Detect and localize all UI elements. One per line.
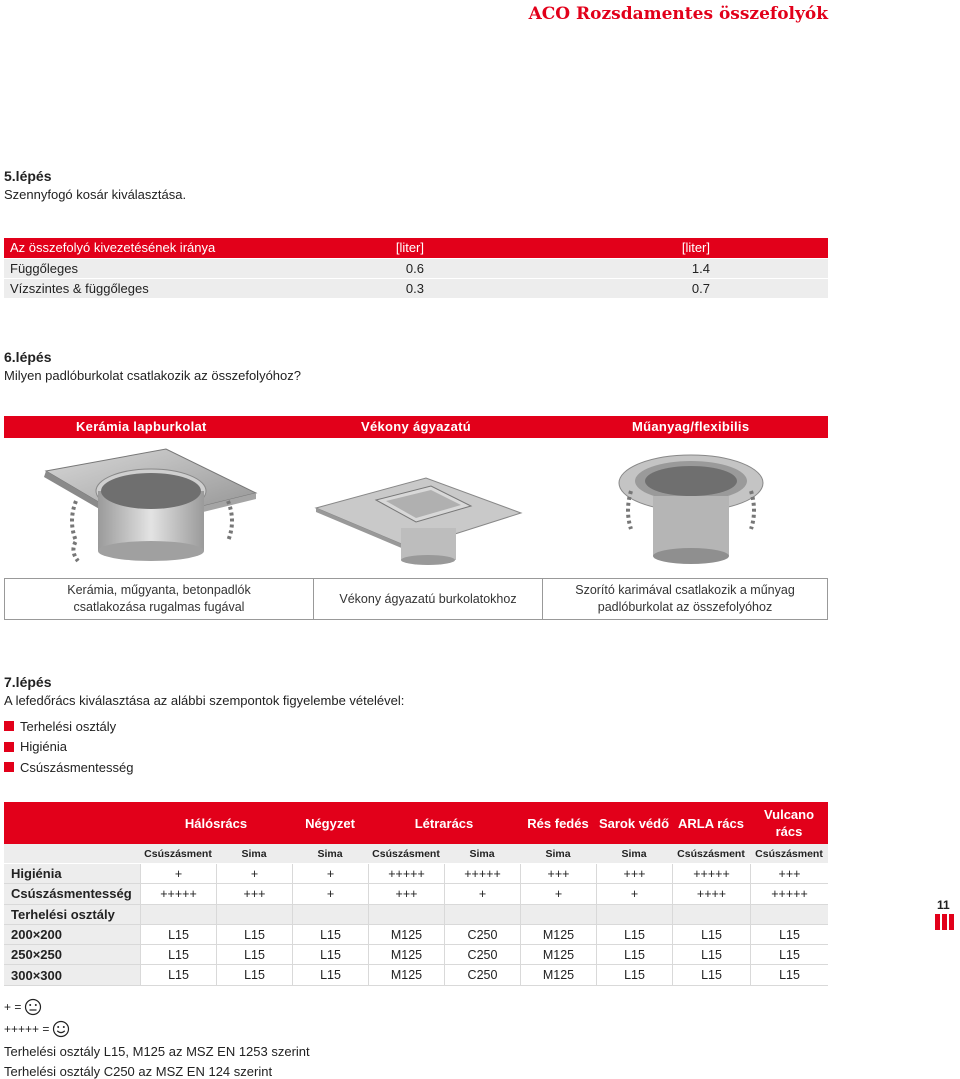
header-liter-1: [liter]: [334, 238, 434, 258]
table-cell: +++: [520, 864, 596, 883]
subheader-cell: Sima: [545, 847, 571, 860]
legend-plus-label: + =: [4, 1000, 22, 1014]
subheader-cell: Sima: [469, 847, 495, 860]
header-cell: Létrarács: [414, 815, 474, 831]
table-cell: +: [520, 884, 596, 903]
table-cell: +++++: [368, 864, 444, 883]
footnote: Terhelési osztály L15, M125 az MSZ EN 1253 szerint: [4, 1044, 310, 1059]
category-ceramic-desc: Kerámia, műgyanta, betonpadlók csatlakozása rugalmas fugával: [67, 583, 251, 614]
thinbed-drain-image: [279, 438, 554, 578]
table-cell: M125: [520, 965, 596, 984]
table-cell: L15: [140, 965, 216, 984]
table-cell: Vízszintes & függőleges: [4, 278, 334, 298]
page-marker-icon: [935, 914, 954, 930]
neutral-face-icon: [24, 998, 42, 1016]
subheader-cell: Sima: [317, 847, 343, 860]
table-cell: +: [292, 884, 368, 903]
table-row: [4, 278, 828, 298]
table-cell: 0.6: [334, 258, 434, 278]
table-cell: L15: [216, 965, 292, 984]
table-cell: C250: [444, 965, 520, 984]
table-cell: L15: [750, 925, 828, 944]
table-cell: C250: [444, 925, 520, 944]
bullet-square-icon: [4, 721, 14, 731]
table-cell: +: [596, 884, 672, 903]
header-cell: Sarok védő: [598, 815, 670, 831]
header-cell: Négyzet: [305, 815, 355, 831]
table-cell: L15: [292, 945, 368, 964]
table-cell: M125: [520, 945, 596, 964]
footnote: Terhelési osztály C250 az MSZ EN 124 szerint: [4, 1064, 273, 1079]
table-cell: +++++: [672, 864, 750, 883]
header-cell: Hálósrács: [184, 815, 248, 831]
category-thinbed-label: Vékony ágyazatú: [361, 419, 471, 434]
table-cell: L15: [216, 945, 292, 964]
step5-section: [4, 168, 186, 202]
step5-title: 5.lépés: [4, 168, 52, 184]
step7-section: [4, 674, 404, 708]
list-item-label: Higiénia: [20, 739, 67, 755]
table-cell: +++++: [750, 884, 828, 903]
table-cell: [140, 905, 216, 924]
table-cell: M125: [368, 965, 444, 984]
step7-title: 7.lépés: [4, 674, 52, 690]
flexible-drain-image: [553, 438, 828, 578]
row-label: 300×300: [4, 965, 140, 984]
table-cell: +: [292, 864, 368, 883]
table-cell: [444, 905, 520, 924]
table-cell: M125: [368, 925, 444, 944]
header-cell: Rés fedés: [527, 815, 589, 831]
table-cell: M125: [368, 945, 444, 964]
table-cell: C250: [444, 945, 520, 964]
bullet-square-icon: [4, 742, 14, 752]
category-flexible-desc: Szorító karimával csatlakozik a műnyag padlóburkolat az összefolyóhoz: [542, 579, 827, 619]
table-cell: +++++: [140, 884, 216, 903]
table-cell: M125: [520, 925, 596, 944]
list-item: [4, 716, 133, 737]
table-cell: L15: [596, 965, 672, 984]
table-cell: [216, 905, 292, 924]
grate-header-row: [4, 802, 828, 844]
subheader-cell: Sima: [621, 847, 647, 860]
subheader-cell: Sima: [241, 847, 267, 860]
step7-subtitle: A lefedőrács kiválasztása az alábbi szempontok figyelembe vételével:: [4, 693, 405, 708]
subheader-blank: [4, 844, 140, 863]
table-row: [4, 258, 828, 278]
subheader-cell: Csúszásment: [372, 847, 440, 860]
table-cell: [596, 905, 672, 924]
table-cell: +: [216, 864, 292, 883]
footnotes: [4, 1042, 310, 1079]
table-cell: L15: [140, 925, 216, 944]
row-label: Terhelési osztály: [4, 905, 140, 924]
table-cell: +: [444, 884, 520, 903]
table-cell: +: [140, 864, 216, 883]
bullet-square-icon: [4, 762, 14, 772]
floor-category-descriptions: [4, 578, 828, 620]
table-cell: +++++: [444, 864, 520, 883]
step6-section: [4, 349, 301, 383]
table-cell: L15: [596, 945, 672, 964]
table-cell: [292, 905, 368, 924]
table-row: [4, 884, 828, 904]
floor-category-images: [4, 438, 828, 578]
table-cell: +++: [750, 864, 828, 883]
rating-legend: [4, 996, 70, 1040]
row-label: Higiénia: [4, 864, 140, 883]
table-cell: L15: [216, 925, 292, 944]
header-cell: Vulcano rács: [763, 807, 815, 839]
table-cell: L15: [672, 925, 750, 944]
row-label: Csúszásmentesség: [4, 884, 140, 903]
table-row: [4, 965, 828, 985]
table-cell: +++: [368, 884, 444, 903]
table-cell: L15: [140, 945, 216, 964]
table-row: [4, 945, 828, 965]
header-direction: Az összefolyó kivezetésének iránya: [4, 238, 334, 258]
table-row: [4, 925, 828, 945]
row-label: 200×200: [4, 925, 140, 944]
list-item: [4, 757, 133, 778]
floor-category-bar: [4, 416, 828, 438]
table-cell: ++++: [672, 884, 750, 903]
table-cell: Függőleges: [4, 258, 334, 278]
table-header-row: [4, 238, 828, 258]
list-item-label: Csúszásmentesség: [20, 759, 134, 775]
grate-subheader-row: [4, 844, 828, 864]
header-liter-2: [liter]: [434, 238, 828, 258]
table-cell: L15: [292, 965, 368, 984]
legend-row: [4, 996, 70, 1018]
header-cell: ARLA rács: [678, 815, 744, 831]
table-cell: [672, 905, 750, 924]
ceramic-drain-image: [4, 438, 279, 578]
table-cell: L15: [292, 925, 368, 944]
subheader-cell: Csúszásment: [755, 847, 823, 860]
legend-row: [4, 1018, 70, 1040]
step6-title: 6.lépés: [4, 349, 52, 365]
criteria-list: [4, 716, 133, 778]
table-row: [4, 905, 828, 925]
table-cell: L15: [750, 945, 828, 964]
grate-table-body: [4, 864, 828, 986]
category-flexible-label: Műanyag/flexibilis: [631, 419, 750, 434]
table-cell: +++: [216, 884, 292, 903]
table-cell: +++: [596, 864, 672, 883]
table-cell: [750, 905, 828, 924]
header-blank: [4, 802, 140, 844]
category-ceramic-label: Kerámia lapburkolat: [75, 419, 207, 434]
step6-subtitle: Milyen padlóburkolat csatlakozik az összefolyóhoz?: [4, 368, 301, 383]
table-cell: L15: [596, 925, 672, 944]
table-cell: L15: [672, 945, 750, 964]
legend-plus5-label: +++++ =: [4, 1022, 50, 1036]
page-number: 11: [937, 898, 950, 912]
table-cell: 0.7: [434, 278, 828, 298]
table-cell: 1.4: [434, 258, 828, 278]
category-thinbed-desc: Vékony ágyazatú burkolatokhoz: [313, 579, 542, 619]
subheader-cell: Csúszásment: [677, 847, 745, 860]
table-cell: L15: [672, 965, 750, 984]
list-item: [4, 737, 133, 758]
table-cell: [368, 905, 444, 924]
grate-selection-table: [4, 802, 828, 986]
basket-volume-table: [4, 238, 828, 299]
table-cell: 0.3: [334, 278, 434, 298]
smiley-face-icon: [52, 1020, 70, 1038]
table-cell: L15: [750, 965, 828, 984]
table-cell: [520, 905, 596, 924]
page-header-title: ACO Rozsdamentes összefolyók: [528, 4, 828, 24]
subheader-cell: Csúszásment: [144, 847, 212, 860]
row-label: 250×250: [4, 945, 140, 964]
table-row: [4, 864, 828, 884]
list-item-label: Terhelési osztály: [20, 718, 117, 734]
step5-subtitle: Szennyfogó kosár kiválasztása.: [4, 187, 187, 202]
